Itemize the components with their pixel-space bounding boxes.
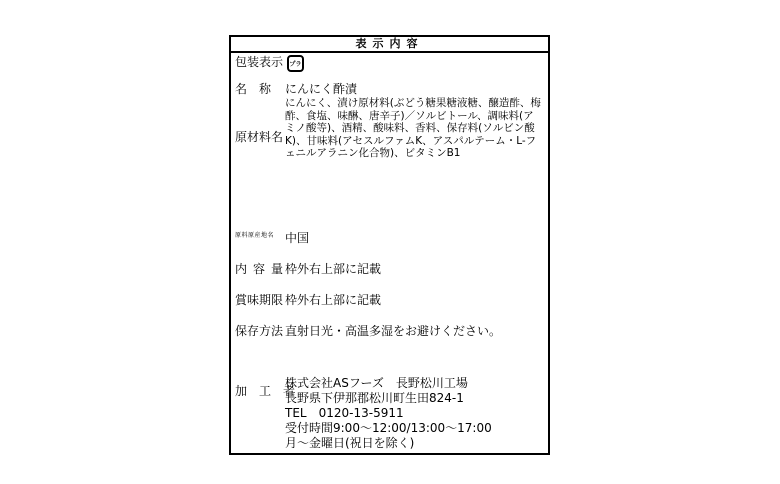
food-label xyxy=(229,35,550,455)
origin-key: 原料原産地名 xyxy=(235,232,275,239)
processor-days: 月～金曜日(祝日を除く) xyxy=(285,436,415,450)
origin-value: 中国 xyxy=(285,231,310,245)
processor-info xyxy=(285,376,544,451)
ingredients-value: にんにく、漬け原材料(ぶどう糖果糖液糖、醸造酢、梅酢、食塩、味醂、唐辛子)／ソルビトール、調味料(アミノ酸等)、酒精、酸味料、香料、保存料(ソルビン酸K)、甘味料(アセスルファムK、アスパルテーム・L-フェニルアラニン化合物)、ビタミンB1 xyxy=(285,97,541,159)
recycle-mark-text: プラ xyxy=(289,61,302,68)
processor-phone: TEL 0120-13-5911 xyxy=(285,406,404,420)
packaging-row xyxy=(235,55,544,73)
expiry-value: 枠外右上部に記載 xyxy=(285,293,382,307)
processor-company: 株式会社ASフーズ 長野松川工場 xyxy=(285,376,468,390)
content-value: 枠外右上部に記載 xyxy=(285,262,382,276)
recycle-plastic-icon xyxy=(287,55,304,72)
name-value: にんにく酢漬 xyxy=(285,82,358,96)
expiry-key: 賞味期限 xyxy=(235,293,284,307)
processor-key: 加工者 xyxy=(235,384,308,398)
processor-row xyxy=(235,376,544,454)
processor-address: 長野県下伊那郡松川町生田824-1 xyxy=(285,391,464,405)
storage-key: 保存方法 xyxy=(235,324,284,338)
packaging-label: 包装表示 xyxy=(235,55,284,69)
ingredients-row xyxy=(235,97,544,187)
name-key: 名称 xyxy=(235,82,284,96)
label-header: 表示内容 xyxy=(231,37,548,53)
storage-value: 直射日光・高温多湿をお避けください。 xyxy=(285,324,502,338)
content-key: 内容量 xyxy=(235,262,290,276)
processor-hours: 受付時間9:00～12:00/13:00～17:00 xyxy=(285,421,492,435)
ingredients-key: 原材料名 xyxy=(235,130,284,144)
